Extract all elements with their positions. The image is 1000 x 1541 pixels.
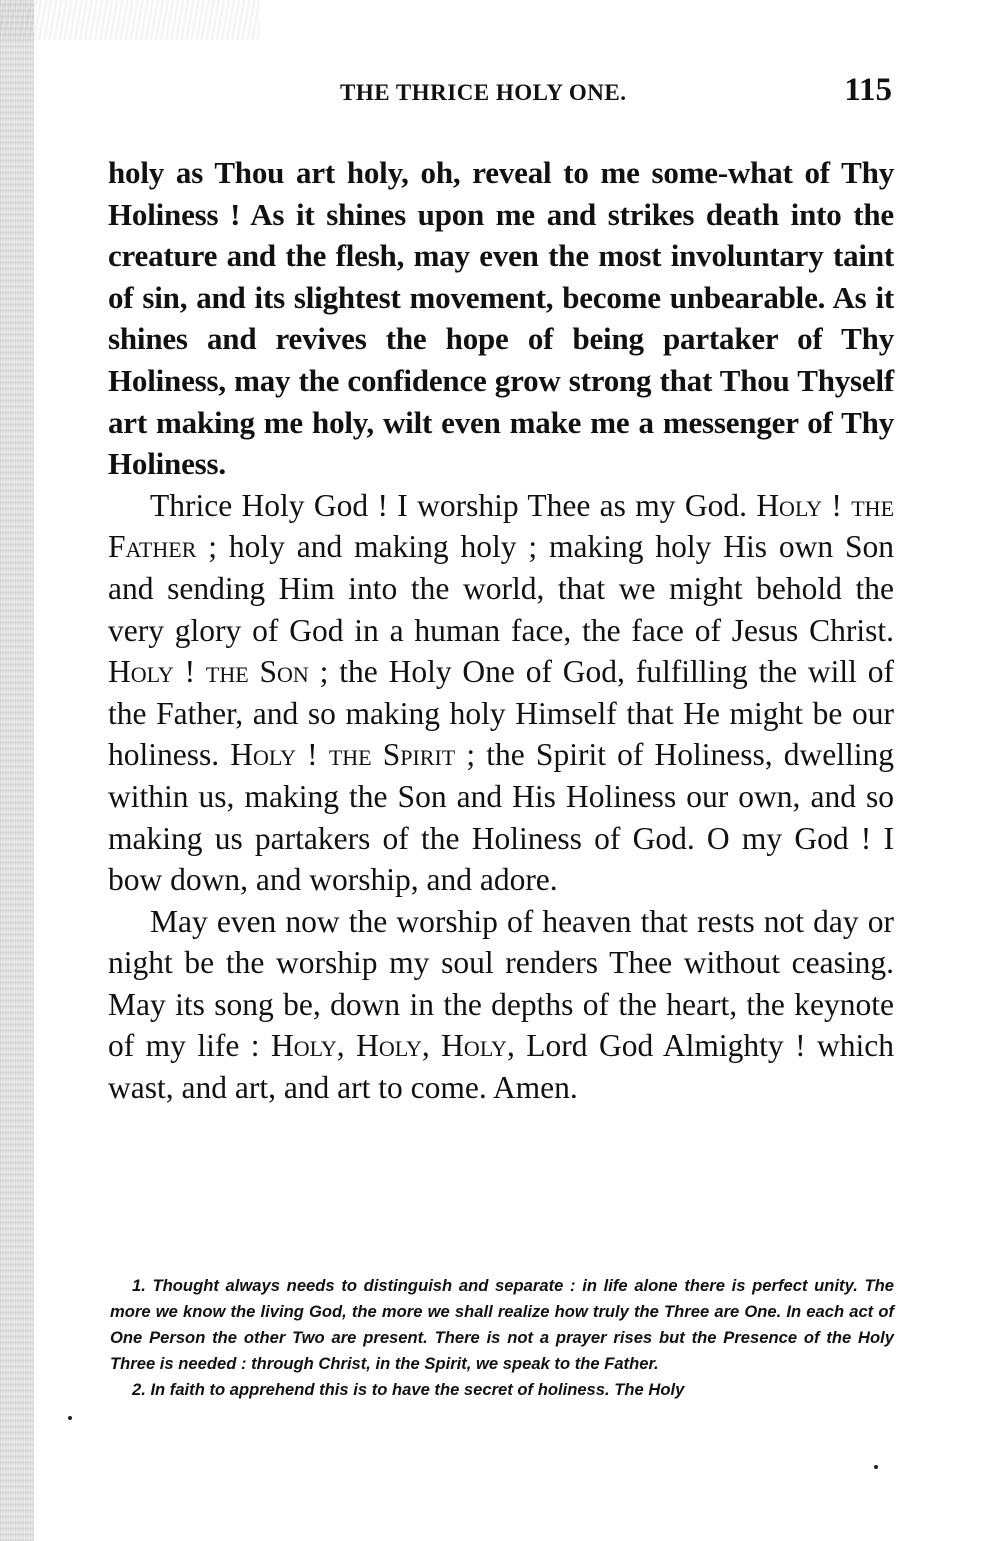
paragraph-3-text-2: , Lord God Almighty ! which wast, and art, and art to come. Amen. [108,1028,895,1106]
running-head [110,72,892,112]
binding-gutter [0,0,34,1541]
body-text [108,152,894,1109]
paragraph-2-text-2: ; holy and making holy ; making holy His own Son and sending Him into the world, that we might behold the very glory of God in a human face, the face of Jesus Christ. [108,529,894,648]
running-title: THE THRICE HOLY ONE. [340,80,627,105]
paragraph-2 [108,485,894,901]
scan-speck [874,1465,878,1469]
paragraph-2-text-1: Thrice Holy God ! I worship Thee as my God. [150,487,757,523]
page-number: 115 [844,72,892,108]
footnote-2: 2. In faith to apprehend this is to have the secret of holiness. The Holy [132,1380,685,1399]
holy-the-father: Holy ! the Father [108,487,895,565]
scan-speck [68,1416,72,1420]
paragraph-2-text-4: ; the Spirit of Holiness, dwelling within us, making the Son and His Holiness our own, and so making us partakers of the Holiness of God. O my God ! I bow down, and worship, and adore. [108,737,894,898]
paragraph-3 [108,901,894,1109]
paragraph-2-text-3: ; the Holy One of God, fulfilling the will of the Father, and so making holy Himself that He might be our holiness. [108,654,894,773]
footnotes [110,1273,894,1403]
scan-corner-shadow [0,0,260,40]
paragraph-1: holy as Thou art holy, oh, reveal to me some-what of Thy Holiness ! As it shines upon me and strikes death into the creature and the flesh, may even the most involuntary taint of sin, and its slightest movement, become unbearable. As it shines and revives the hope of being partaker of Thy Holiness, may the confidence grow strong that Thou Thyself art making me holy, wilt even make me a messenger of Thy Holiness. [108,155,894,482]
holy-holy-holy: Holy, Holy, Holy [271,1028,507,1064]
footnote-1: 1. Thought always needs to distinguish and separate : in life alone there is perfect unity. The more we know the living God, the more we shall realize how truly the Three are One. In each act of One Person the other Two are present. There is not a prayer rises but the Presence of the Holy Three is needed : through Christ, in the Spirit, we speak to the Father. [110,1276,894,1373]
holy-the-son: Holy ! the Son [108,654,309,690]
paragraph-3-text-1: May even now the worship of heaven that rests not day or night be the worship my soul renders Thee without ceasing. May its song be, down in the depths of the heart, the keynote of my life : [108,903,894,1064]
holy-the-spirit: Holy ! the Spirit [230,737,456,773]
